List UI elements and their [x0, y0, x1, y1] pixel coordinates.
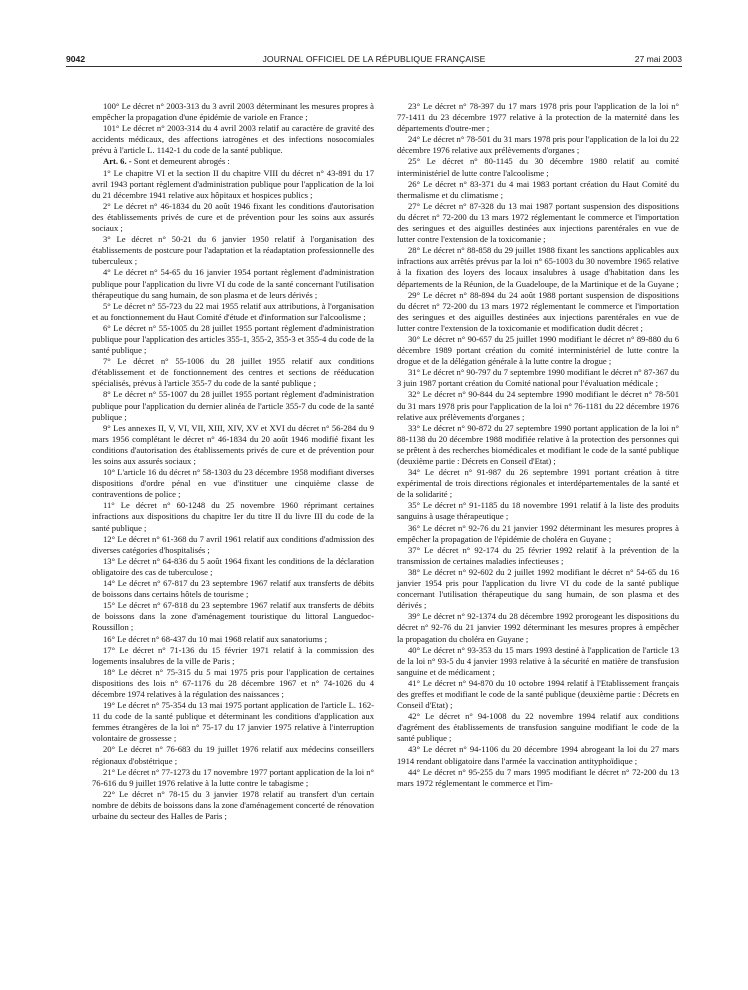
list-item — [397, 744, 679, 766]
item-text: 28° Le décret n° 88-858 du 29 juillet 1988 fixant les sanctions applicables aux infractions aux arrêtés prévus par la loi n° 65-1003 du 30 novembre 1965 relative à la fixation des loyers des locaux insalubres à usage d'habitation dans les départements de la Réunion, de la Guadeloupe, de la Martinique et de la Guyane ; — [397, 245, 679, 289]
list-item — [92, 267, 374, 300]
list-item — [397, 611, 679, 644]
list-item — [92, 500, 374, 533]
list-item — [92, 634, 374, 645]
item-text: 20° Le décret n° 76-683 du 19 juillet 1976 relatif aux médecins conseillers régionaux d'obstétrique ; — [92, 744, 374, 766]
list-item — [92, 578, 374, 600]
item-text: Sont et demeurent abrogés : — [131, 156, 230, 167]
list-item — [397, 500, 679, 522]
list-item — [92, 301, 374, 323]
item-text: 34° Le décret n° 91-987 du 26 septembre 1991 portant création à titre expérimental de trois directions régionales et interdépartementales de la santé et de la solidarité ; — [397, 467, 679, 500]
journal-title: JOURNAL OFFICIEL DE LA RÉPUBLIQUE FRANÇAISE — [262, 54, 486, 64]
item-text: 22° Le décret n° 78-15 du 3 janvier 1978 relatif au transfert d'un certain nombre de débits de boissons dans la zone d'aménagement concerté de rénovation urbaine du secteur des Halles de Paris ; — [92, 788, 374, 821]
header-rule — [66, 66, 682, 67]
list-item — [397, 523, 679, 545]
list-item — [92, 600, 374, 633]
list-item — [92, 767, 374, 789]
item-text: 10° L'article 16 du décret n° 58-1303 du 23 décembre 1958 modifiant diverses dispositions d'ordre pénal en vue d'instituer une cinquième classe de contraventions de police ; — [92, 467, 374, 500]
list-item — [397, 389, 679, 422]
list-item — [397, 567, 679, 611]
item-text: 18° Le décret n° 75-315 du 5 mai 1975 pris pour l'application de certaines dispositions des lois n° 67-1176 du 28 décembre 1967 et n° 74-1026 du 4 décembre 1974 relatives à la régulation des naissances ; — [92, 666, 374, 699]
item-text: 21° Le décret n° 77-1273 du 17 novembre 1977 portant application de la loi n° 76-616 du 9 juillet 1976 relative à la lutte contre le tabagisme ; — [92, 766, 374, 788]
list-item — [397, 678, 679, 711]
item-text: 100° Le décret n° 2003-313 du 3 avril 2003 déterminant les mesures propres à empêcher la propagation d'une épidémie de variole en France ; — [92, 101, 374, 123]
list-item — [92, 556, 374, 578]
item-text: 101° Le décret n° 2003-314 du 4 avril 2003 relatif au caractère de gravité des accidents médicaux, des affections iatrogènes et des infections nosocomiales prévu à l'article L. 1142-1 du code de la santé publique. — [92, 123, 374, 156]
list-item — [92, 356, 374, 389]
item-text: 8° Le décret n° 55-1007 du 28 juillet 1955 portant règlement d'administration publique pour l'application du dernier alinéa de l'article 355-7 du code de la santé publique ; — [92, 389, 374, 422]
list-item — [92, 789, 374, 822]
left-column — [92, 101, 374, 822]
item-text: 33° Le décret n° 90-872 du 27 septembre 1990 portant application de la loi n° 88-1138 du 20 décembre 1988 modifiée relative à la protection des personnes qui se prêtent à des recherches biomédicales et modifiant le code de la santé publique (deuxième partie : Décrets en Conseil d'Etat) ; — [397, 422, 679, 466]
item-text: 41° Le décret n° 94-870 du 10 octobre 1994 relatif à l'Etablissement français des greffes et modifiant le code de la santé publique (deuxième partie : Décrets en Conseil d'Etat) ; — [397, 677, 679, 711]
list-item — [92, 168, 374, 201]
item-text: 15° Le décret n° 67-818 du 23 septembre 1967 relatif aux transferts de débits de boissons dans la zone d'aménagement touristique du littoral Languedoc-Roussillon ; — [92, 600, 374, 633]
list-item — [397, 645, 679, 678]
list-item — [92, 123, 374, 156]
list-item — [397, 134, 679, 156]
list-item — [92, 534, 374, 556]
item-text: 11° Le décret n° 60-1248 du 25 novembre 1960 réprimant certaines infractions aux dispositions du chapitre Ier du titre II du livre III du code de la santé publique ; — [92, 500, 374, 533]
list-item — [92, 645, 374, 667]
list-item — [397, 423, 679, 467]
item-text: 19° Le décret n° 75-354 du 13 mai 1975 portant application de l'article L. 162-11 du code de la santé publique et déterminant les conditions d'application aux femmes étrangères de la loi n° 75-17 du 17 janvier 1975 relative à l'interruption volontaire de grossesse ; — [92, 700, 374, 744]
list-item — [397, 245, 679, 289]
list-item — [92, 700, 374, 744]
list-item — [397, 767, 679, 789]
item-text: 27° Le décret n° 87-328 du 13 mai 1987 portant suspension des dispositions du décret n° 72-200 du 13 mars 1972 réglementant le commerce et l'importation des seringues et des aiguilles destinées aux injections parentérales en vue de lutter contre l'extension de la toxicomanie ; — [397, 200, 679, 245]
item-text: 14° Le décret n° 67-817 du 23 septembre 1967 relatif aux transferts de débits de boissons dans certains hôtels de tourisme ; — [92, 578, 374, 600]
list-item — [397, 101, 679, 134]
item-text: 25° Le décret n° 80-1145 du 30 décembre 1980 relatif au comité interministériel de lutte contre l'alcoolisme ; — [397, 156, 679, 178]
item-text: 23° Le décret n° 78-397 du 17 mars 1978 pris pour l'application de la loi n° 77-1411 du 23 décembre 1977 relative à la protection de la maternité dans les départements d'outre-mer ; — [397, 101, 679, 134]
list-item — [92, 667, 374, 700]
list-item — [397, 545, 679, 567]
list-item — [397, 156, 679, 178]
item-text: 1° Le chapitre VI et la section II du chapitre VIII du décret n° 43-891 du 17 avril 1943 portant règlement d'administration publique pour l'application de la loi du 21 décembre 1941 relative aux hôpitaux et hospices publics ; — [92, 167, 374, 200]
list-item — [397, 290, 679, 334]
list-item — [92, 323, 374, 356]
item-text: 2° Le décret n° 46-1834 du 20 août 1946 fixant les conditions d'autorisation des établissements privés de cure et de prévention pour les soins aux assurés sociaux ; — [92, 200, 374, 234]
item-text: 44° Le décret n° 95-255 du 7 mars 1995 modifiant le décret n° 72-200 du 13 mars 1972 réglementant le commerce et l'im- — [397, 766, 679, 788]
item-text: 43° Le décret n° 94-1106 du 20 décembre 1994 abrogeant la loi du 27 mars 1914 rendant obligatoire dans l'armée la vaccination antityphoïdique ; — [397, 744, 679, 766]
list-item — [92, 744, 374, 766]
list-item — [92, 101, 374, 123]
item-text: 6° Le décret n° 55-1005 du 28 juillet 1955 portant règlement d'administration publique pour l'application des articles 355-1, 355-2, 355-3 et 355-4 du code de la santé publique ; — [92, 322, 374, 356]
item-text: 36° Le décret n° 92-76 du 21 janvier 1992 déterminant les mesures propres à empêcher la propagation de l'épidémie de choléra en Guyane ; — [397, 522, 679, 544]
item-text: 3° Le décret n° 50-21 du 6 janvier 1950 relatif à l'organisation des établissements de postcure pour l'adaptation et la réadaptation professionnelle des tuberculeux ; — [92, 234, 374, 267]
item-text: 31° Le décret n° 90-797 du 7 septembre 1990 modifiant le décret n° 87-367 du 3 juin 1987 portant création du Comité national pour l'évaluation médicale ; — [397, 367, 679, 389]
list-item — [397, 467, 679, 500]
item-text: 17° Le décret n° 71-136 du 15 février 1971 relatif à la commission des logements insalubres de la ville de Paris ; — [92, 644, 374, 666]
list-item — [397, 334, 679, 367]
item-text: 24° Le décret n° 78-501 du 31 mars 1978 pris pour l'application de la loi du 22 décembre 1976 relative aux prélèvements d'organes ; — [397, 134, 679, 156]
list-item — [397, 179, 679, 201]
right-column — [397, 101, 679, 789]
item-text: 37° Le décret n° 92-174 du 25 février 1992 relatif à la prévention de la transmission de certaines maladies infectieuses ; — [397, 544, 679, 566]
item-text: 32° Le décret n° 90-844 du 24 septembre 1990 modifiant le décret n° 78-501 du 31 mars 1978 pris pour l'application de la loi n° 76-1181 du 22 décembre 1976 relative aux prélèvements d'organes ; — [397, 389, 679, 422]
page-number: 9042 — [66, 54, 86, 64]
list-item — [397, 201, 679, 245]
item-text: 5° Le décret n° 55-723 du 22 mai 1955 relatif aux attributions, à l'organisation et au fonctionnement du Haut Comité d'étude et d'information sur l'alcoolisme ; — [92, 300, 374, 322]
article-label: Art. 6. - — [103, 156, 132, 167]
list-item — [397, 711, 679, 744]
list-item — [397, 367, 679, 389]
item-text: 39° Le décret n° 92-1374 du 28 décembre 1992 prorogeant les dispositions du décret n° 92-76 du 21 janvier 1992 déterminant les mesures propres à empêcher la propagation du choléra en Guyane ; — [397, 611, 679, 644]
list-item — [92, 423, 374, 467]
item-text: 38° Le décret n° 92-602 du 2 juillet 1992 modifiant le décret n° 54-65 du 16 janvier 1954 pris pour l'application du livre VI du code de la santé publique concernant l'utilisation thérapeutique du sang humain, de son plasma et des dérivés ; — [397, 566, 679, 611]
publication-date: 27 mai 2003 — [634, 54, 682, 64]
item-text: 40° Le décret n° 93-353 du 15 mars 1993 destiné à l'application de l'article 13 de la loi n° 93-5 du 4 janvier 1993 relative à la sécurité en matière de transfusion sanguine et de médicament ; — [397, 644, 679, 677]
item-text: 42° Le décret n° 94-1008 du 22 novembre 1994 relatif aux conditions d'agrément des établissements de transfusion sanguine modifiant le code de la santé publique ; — [397, 711, 679, 744]
article-heading — [92, 156, 374, 167]
item-text: 13° Le décret n° 64-836 du 5 août 1964 fixant les conditions de la déclaration obligatoire des cas de tuberculose ; — [92, 555, 374, 577]
item-text: 9° Les annexes II, V, VI, VII, XIII, XIV, XV et XVI du décret n° 56-284 du 9 mars 1956 complétant le décret n° 46-1834 du 20 août 1946 modifié fixant les conditions d'autorisation des établissements privés de cure et de prévention pour les soins aux assurés sociaux ; — [92, 422, 374, 466]
item-text: 35° Le décret n° 91-1185 du 18 novembre 1991 relatif à la liste des produits sanguins à usage thérapeutique ; — [397, 500, 679, 522]
list-item — [92, 234, 374, 267]
item-text: 30° Le décret n° 90-657 du 25 juillet 1990 modifiant le décret n° 89-880 du 6 décembre 1989 portant création du comité interministériel de lutte contre la drogue et de la délégation générale à la lutte contre la drogue ; — [397, 333, 679, 367]
item-text: 4° Le décret n° 54-65 du 16 janvier 1954 portant règlement d'administration publique pour l'application du livre VI du code de la santé concernant l'utilisation thérapeutique du sang humain, de son plasma et de leurs dérivés ; — [92, 267, 374, 300]
item-text: 7° Le décret n° 55-1006 du 28 juillet 1955 relatif aux conditions d'établissement et de fonctionnement des centres et sections de rééducation spécialisés, prévus à l'article 355-7 du code de la santé publique ; — [92, 356, 374, 389]
item-text: 16° Le décret n° 68-437 du 10 mai 1968 relatif aux sanatoriums ; — [103, 633, 328, 644]
item-text: 26° Le décret n° 83-371 du 4 mai 1983 portant création du Haut Comité du thermalisme et du climatisme ; — [397, 178, 679, 200]
list-item — [92, 389, 374, 422]
item-text: 12° Le décret n° 61-368 du 7 avril 1961 relatif aux conditions d'admission des diverses catégories d'hospitalisés ; — [92, 533, 374, 555]
item-text: 29° Le décret n° 88-894 du 24 août 1988 portant suspension de dispositions du décret n° 72-200 du 13 mars 1972 réglementant le commerce et l'importation des seringues et des aiguilles destinées aux injections parentérales en vue de lutter contre l'extension de la toxicomanie et modification dudit décret ; — [397, 289, 679, 333]
list-item — [92, 467, 374, 500]
list-item — [92, 201, 374, 234]
